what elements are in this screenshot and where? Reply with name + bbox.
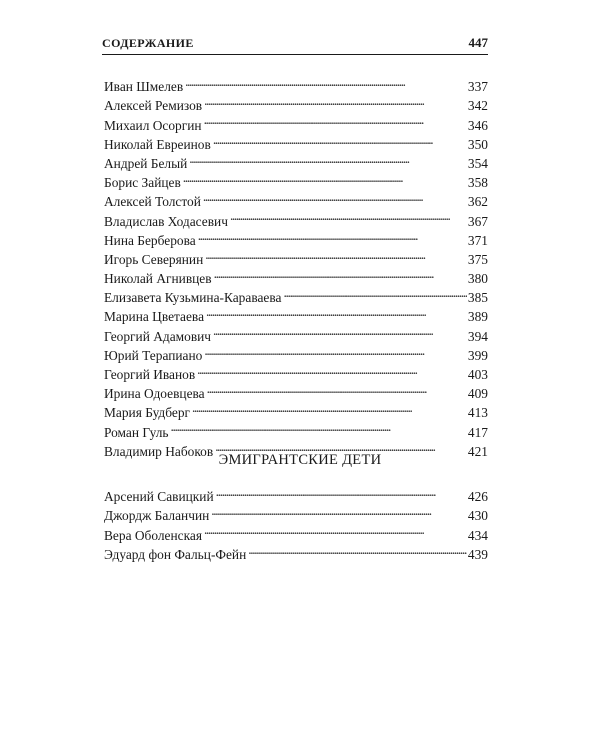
toc-entry-name: Борис Зайцев	[104, 175, 181, 191]
dot-leader	[248, 540, 467, 559]
toc-entry-page: 385	[467, 290, 488, 306]
toc-entry-name: Владимир Набоков	[104, 443, 214, 459]
dot-leader	[204, 110, 467, 129]
toc-entry-page: 354	[467, 155, 488, 171]
dot-leader	[283, 283, 466, 302]
toc-entry-name: Николай Евреинов	[104, 136, 211, 152]
toc-entry-page: 430	[467, 508, 488, 524]
dot-leader	[192, 398, 467, 417]
dot-leader	[198, 226, 467, 245]
toc-entry-page: 389	[467, 309, 488, 325]
dot-leader	[216, 482, 467, 501]
toc-entry	[104, 72, 488, 95]
toc-entry-name: Михаил Осоргин	[104, 117, 202, 133]
toc-entry-name: Юрий Терапиано	[104, 347, 203, 363]
page-number: 447	[468, 35, 488, 50]
toc-entry-name: Мария Будберг	[104, 405, 191, 421]
toc-entry-page: 346	[467, 117, 488, 133]
toc-entry-name: Георгий Адамович	[104, 328, 212, 344]
toc-entry-name: Алексей Толстой	[104, 194, 201, 210]
toc-main-list	[104, 72, 488, 459]
toc-entry-name: Елизавета Кузьмина-Караваева	[104, 290, 282, 306]
toc-entry-name: Иван Шмелев	[104, 79, 184, 95]
toc-entry-name: Николай Агнивцев	[104, 271, 212, 287]
dot-leader	[207, 379, 467, 398]
toc-entry-page: 426	[467, 489, 488, 505]
toc-entry-page: 337	[467, 79, 488, 95]
toc-entry-name: Джордж Баланчин	[104, 508, 210, 524]
toc-entry-name: Нина Берберова	[104, 232, 196, 248]
toc-entry-name: Ирина Одоевцева	[104, 386, 205, 402]
dot-leader	[197, 360, 467, 379]
toc-entry-name: Марина Цветаева	[104, 309, 205, 325]
toc-entry-name: Вера Оболенская	[104, 527, 203, 543]
toc-entry-name: Роман Гуль	[104, 424, 169, 440]
toc-entry	[104, 482, 488, 505]
toc-entry-page: 417	[467, 424, 488, 440]
toc-entry-page: 394	[467, 328, 488, 344]
toc-entry-name: Эдуард фон Фальц-Фейн	[104, 546, 247, 562]
toc-entry-page: 409	[467, 386, 488, 402]
dot-leader	[213, 130, 467, 149]
dot-leader	[214, 264, 467, 283]
toc-section-list	[104, 482, 488, 562]
toc-entry-page: 413	[467, 405, 488, 421]
dot-leader	[204, 520, 467, 539]
dot-leader	[203, 187, 467, 206]
dot-leader	[213, 321, 467, 340]
toc-entry-page: 403	[467, 367, 488, 382]
toc-entry-page: 399	[467, 347, 488, 363]
toc-entry-name: Андрей Белый	[104, 155, 188, 171]
toc-entry-page: 434	[467, 527, 488, 543]
section-heading: ЭМИГРАНТСКИЕ ДЕТИ	[218, 452, 382, 468]
running-header	[102, 34, 488, 55]
toc-entry-page: 350	[467, 136, 488, 152]
dot-leader	[171, 417, 467, 436]
dot-leader	[206, 302, 467, 321]
toc-entry-page: 375	[467, 251, 488, 267]
dot-leader	[204, 91, 467, 110]
toc-entry-page: 362	[467, 194, 488, 210]
toc-entry-name: Игорь Северянин	[104, 251, 204, 267]
toc-entry-page: 380	[467, 271, 488, 287]
toc-entry-name: Владислав Ходасевич	[104, 213, 228, 229]
toc-entry-page: 371	[467, 232, 488, 248]
toc-entry-page: 421	[467, 443, 488, 459]
running-header-title: СОДЕРЖАНИЕ	[102, 36, 194, 50]
toc-entry-name: Арсений Савицкий	[104, 489, 214, 505]
toc-entry-page: 358	[467, 175, 488, 191]
toc-entry-page: 367	[467, 213, 488, 229]
toc-entry-name: Алексей Ремизов	[104, 98, 203, 114]
dot-leader	[183, 168, 467, 187]
dot-leader	[205, 245, 467, 264]
dot-leader	[189, 149, 467, 168]
dot-leader	[211, 501, 467, 520]
toc-entry-name: Георгий Иванов	[104, 367, 196, 382]
dot-leader	[230, 206, 467, 225]
dot-leader	[204, 341, 467, 360]
toc-entry-page: 439	[467, 546, 488, 562]
dot-leader	[185, 72, 467, 91]
toc-entry-page: 342	[467, 98, 488, 114]
